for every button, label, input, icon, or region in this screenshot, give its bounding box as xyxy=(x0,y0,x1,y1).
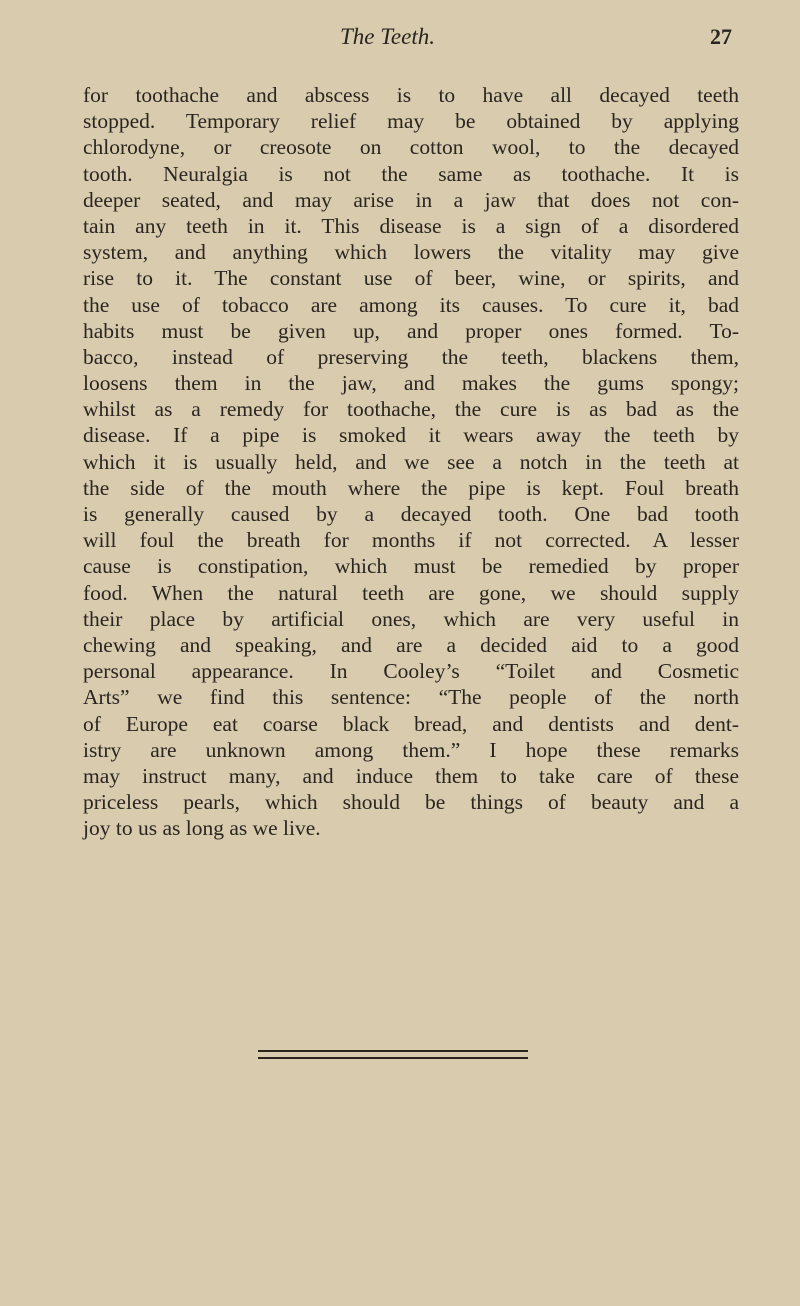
text-line: priceless pearls, which should be things of beauty and a xyxy=(83,790,739,815)
text-line: rise to it. The constant use of beer, wine, or spirits, and xyxy=(83,266,739,291)
text-line: stopped. Temporary relief may be obtained by applying xyxy=(83,109,739,134)
text-line: habits must be given up, and proper ones formed. To- xyxy=(83,318,739,343)
text-line: joy to us as long as we live. xyxy=(83,816,321,841)
text-line: cause is constipation, which must be remedied by proper xyxy=(83,554,739,579)
text-line: tain any teeth in it. This disease is a sign of a disordered xyxy=(83,213,739,238)
body-text xyxy=(83,82,739,841)
text-line: their place by artificial ones, which are very useful in xyxy=(83,606,739,631)
text-line: will foul the breath for months if not corrected. A lesser xyxy=(83,528,739,553)
text-line: loosens them in the jaw, and makes the gums spongy; xyxy=(83,371,739,396)
text-line: food. When the natural teeth are gone, we should supply xyxy=(83,580,739,605)
page-number: 27 xyxy=(710,24,732,49)
text-line: personal appearance. In Cooley’s “Toilet and Cosmetic xyxy=(83,659,739,684)
text-line: chewing and speaking, and are a decided aid to a good xyxy=(83,632,739,657)
text-line: system, and anything which lowers the vitality may give xyxy=(83,240,739,265)
running-header xyxy=(0,24,800,64)
text-line: chlorodyne, or creosote on cotton wool, to the decayed xyxy=(83,135,739,160)
text-line: may instruct many, and induce them to take care of these xyxy=(83,763,739,788)
text-line: which it is usually held, and we see a notch in the teeth at xyxy=(83,449,739,474)
text-line: disease. If a pipe is smoked it wears away the teeth by xyxy=(83,423,739,448)
text-line: the use of tobacco are among its causes. To cure it, bad xyxy=(83,292,739,317)
text-line: tooth. Neuralgia is not the same as toothache. It is xyxy=(83,161,739,186)
text-line: bacco, instead of preserving the teeth, blackens them, xyxy=(83,344,739,369)
text-line: istry are unknown among them.” I hope these remarks xyxy=(83,737,739,762)
text-line: whilst as a remedy for toothache, the cure is as bad as the xyxy=(83,397,739,422)
text-line: the side of the mouth where the pipe is kept. Foul breath xyxy=(83,475,739,500)
text-line: deeper seated, and may arise in a jaw that does not con- xyxy=(83,187,739,212)
text-line: Arts” we find this sentence: “The people of the north xyxy=(83,685,739,710)
section-rule-top xyxy=(258,1050,528,1052)
running-title: The Teeth. xyxy=(340,24,435,49)
text-line: of Europe eat coarse black bread, and dentists and dent- xyxy=(83,711,739,736)
text-line: is generally caused by a decayed tooth. One bad tooth xyxy=(83,502,739,526)
section-rule-bottom xyxy=(258,1057,528,1059)
text-line: for toothache and abscess is to have all decayed teeth xyxy=(83,83,739,107)
